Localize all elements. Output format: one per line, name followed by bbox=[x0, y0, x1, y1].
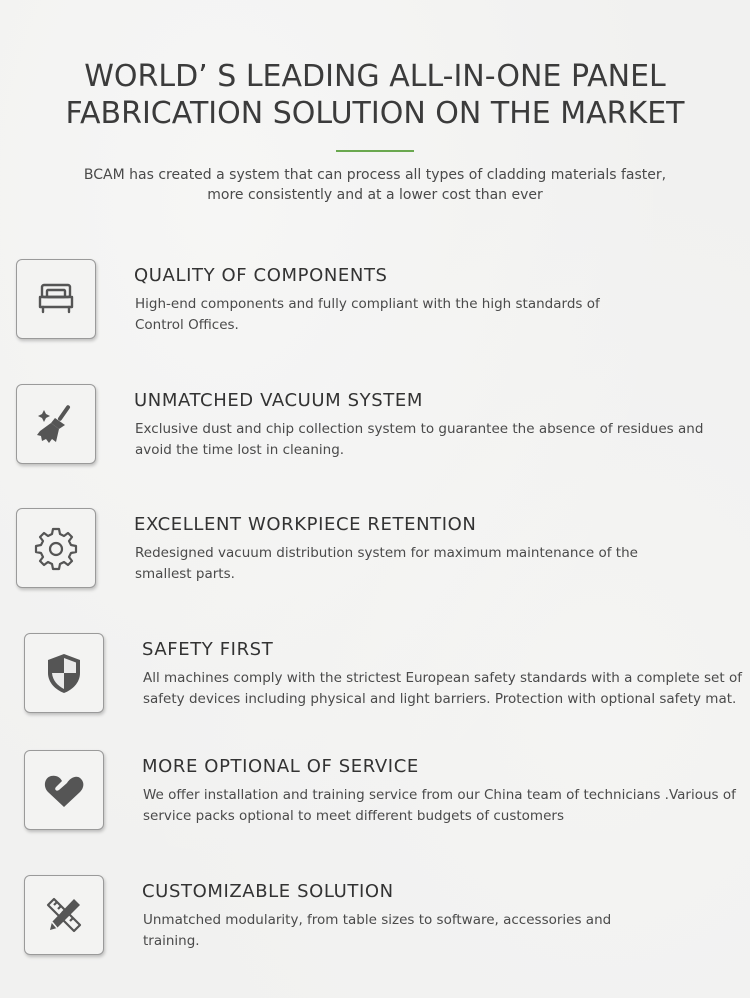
feature-description: Unmatched modularity, from table sizes to software, accessories and training. bbox=[143, 912, 612, 949]
feature-icon-box bbox=[24, 875, 104, 955]
feature-description: High-end components and fully compliant with the high standards of Control Offices. bbox=[135, 296, 600, 333]
feature-title: EXCELLENT WORKPIECE RETENTION bbox=[134, 514, 477, 535]
feature-icon-box bbox=[24, 633, 104, 713]
feature-title: SAFETY FIRST bbox=[142, 639, 274, 660]
pencil-ruler-icon bbox=[40, 891, 88, 939]
bed-icon bbox=[32, 275, 80, 323]
feature-title: CUSTOMIZABLE SOLUTION bbox=[142, 881, 394, 902]
feature-icon-box bbox=[16, 384, 96, 464]
heart-icon bbox=[40, 766, 88, 814]
feature-title: UNMATCHED VACUUM SYSTEM bbox=[134, 390, 423, 411]
feature-description: All machines comply with the strictest European safety standards with a complete set of safety devices including physical and light barriers. Protection with optional safety mat. bbox=[143, 670, 742, 707]
broom-icon bbox=[32, 400, 80, 448]
feature-description: Exclusive dust and chip collection system to guarantee the absence of residues and avoid the time lost in cleaning. bbox=[135, 421, 704, 458]
shield-icon bbox=[40, 649, 88, 697]
gear-icon bbox=[32, 524, 80, 572]
feature-title: MORE OPTIONAL OF SERVICE bbox=[142, 756, 419, 777]
page-title bbox=[0, 58, 750, 132]
feature-description: Redesigned vacuum distribution system for maximum maintenance of the smallest parts. bbox=[135, 545, 638, 582]
title-divider bbox=[336, 150, 414, 152]
page-title-line-2: FABRICATION SOLUTION ON THE MARKET bbox=[65, 96, 685, 131]
page-title-line-1: WORLD’ S LEADING ALL-IN-ONE PANEL bbox=[84, 59, 666, 94]
feature-title: QUALITY OF COMPONENTS bbox=[134, 265, 388, 286]
page-header bbox=[0, 58, 750, 205]
page-subtitle: BCAM has created a system that can process all types of cladding materials faster, more consistently and at a lower cost than ever bbox=[83, 167, 667, 203]
feature-description: We offer installation and training service from our China team of technicians .Various of service packs optional to meet different budgets of customers bbox=[143, 787, 736, 824]
feature-icon-box bbox=[24, 750, 104, 830]
feature-icon-box bbox=[16, 508, 96, 588]
feature-icon-box bbox=[16, 259, 96, 339]
